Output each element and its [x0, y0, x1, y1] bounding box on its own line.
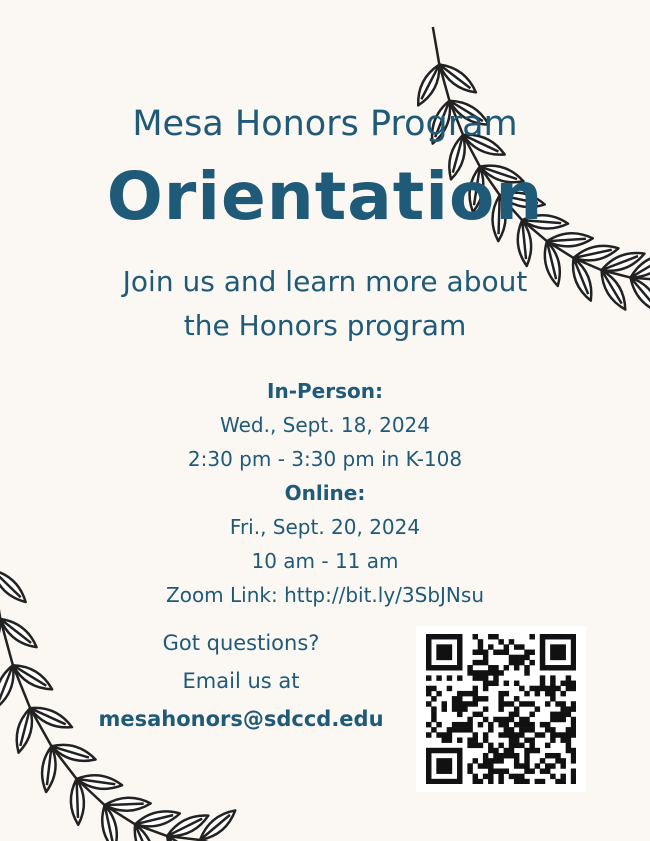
laurel-leaf-icon	[0, 614, 41, 653]
zoom-link[interactable]: Zoom Link: http://bit.ly/3SbJNsu	[166, 583, 484, 607]
program-title: Mesa Honors Program	[132, 104, 518, 144]
in-person-date: Wed., Sept. 18, 2024	[220, 413, 430, 437]
in-person-label: In-Person:	[267, 379, 383, 403]
online-time: 10 am - 11 am	[251, 549, 399, 573]
in-person-time: 2:30 pm - 3:30 pm in K-108	[187, 447, 463, 471]
contact-email-link[interactable]: mesahonors@sdccd.edu	[98, 707, 384, 731]
tagline	[0, 260, 650, 348]
laurel-leaf-icon	[76, 772, 123, 791]
contact-prompt: Email us at	[182, 669, 300, 693]
contact-block	[66, 624, 416, 738]
qr-code-icon[interactable]	[416, 626, 586, 792]
schedule	[0, 374, 650, 612]
online-date: Fri., Sept. 20, 2024	[229, 515, 421, 539]
online-label: Online:	[284, 481, 366, 505]
contact-question: Got questions?	[162, 631, 320, 655]
laurel-leaf-icon	[412, 62, 445, 109]
tagline-line-2: the Honors program	[183, 309, 467, 342]
orientation-heading: Orientation	[106, 158, 544, 235]
tagline-line-1: Join us and learn more about	[122, 265, 528, 298]
